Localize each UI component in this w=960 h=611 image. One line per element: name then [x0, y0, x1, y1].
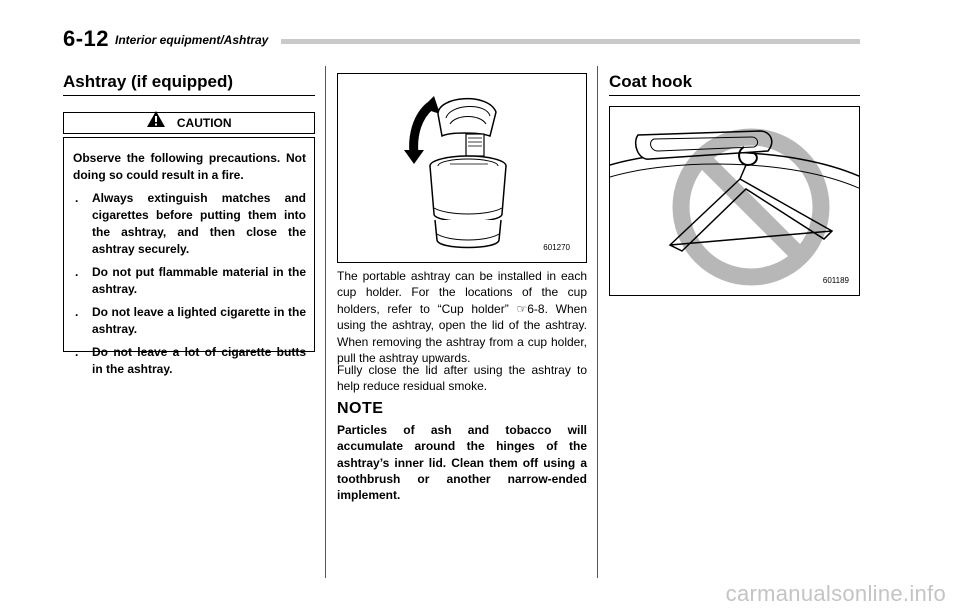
figure-code: 601270 [543, 243, 570, 252]
bullet: . [75, 305, 79, 319]
ashtray-illustration [338, 74, 587, 263]
column-divider-left [325, 66, 326, 578]
column-divider-right [597, 66, 598, 578]
caution-label: CAUTION [176, 116, 232, 130]
warning-triangle-icon [146, 110, 166, 133]
page-header [63, 26, 860, 54]
ashtray-paragraph-1: The portable ashtray can be installed in each cup holder. For the locations of the cup holders, refer to “Cup holder” ☞6-8. When using the ashtray, open the lid of the ashtray. When removing the ashtray from a cup holder, pull the ashtray upwards. [337, 269, 587, 366]
coat-hook-title-rule [609, 95, 860, 96]
bullet: . [75, 191, 79, 205]
bullet: . [75, 345, 79, 359]
caution-list [73, 190, 306, 378]
header-bar [281, 39, 860, 44]
caution-item: . Do not leave a lighted cigarette in the ashtray. [75, 305, 306, 336]
caution-item: . Do not leave a lot of cigarette butts in the ashtray. [75, 345, 306, 376]
prohibited-icon [681, 137, 821, 277]
ashtray-paragraph-2: Fully close the lid after using the ashtray to help reduce residual smoke. [337, 363, 587, 394]
caution-item: . Always extinguish matches and cigarettes before putting them into the ashtray, and then close the ashtray securely. [75, 191, 306, 256]
caution-intro: Observe the following precautions. Not doing so could result in a fire. [73, 151, 306, 182]
note-title: NOTE [337, 400, 384, 417]
section-name: Interior equipment/Ashtray [115, 33, 269, 47]
watermark: carmanualsonline.info [725, 581, 946, 606]
coat-hook-illustration [610, 107, 860, 296]
ashtray-title-rule [63, 95, 315, 96]
ashtray-figure [337, 73, 587, 263]
coat-hook-title: Coat hook [609, 72, 693, 91]
lid-arrow-icon [404, 96, 440, 164]
bullet: . [75, 265, 79, 279]
caution-item: . Do not put flammable material in the ashtray. [75, 265, 306, 296]
coat-hook-figure [609, 106, 860, 296]
caution-box [63, 137, 315, 376]
ashtray-title: Ashtray (if equipped) [63, 72, 234, 91]
page-number: 6-12 [63, 26, 110, 51]
figure-code: 601189 [822, 276, 849, 285]
caution-header [63, 112, 315, 134]
note-text: Particles of ash and tobacco will accumulate around the hinges of the ashtray’s inner lid. Clean them off using a toothbrush or another narrow-ended implement. [337, 423, 587, 503]
